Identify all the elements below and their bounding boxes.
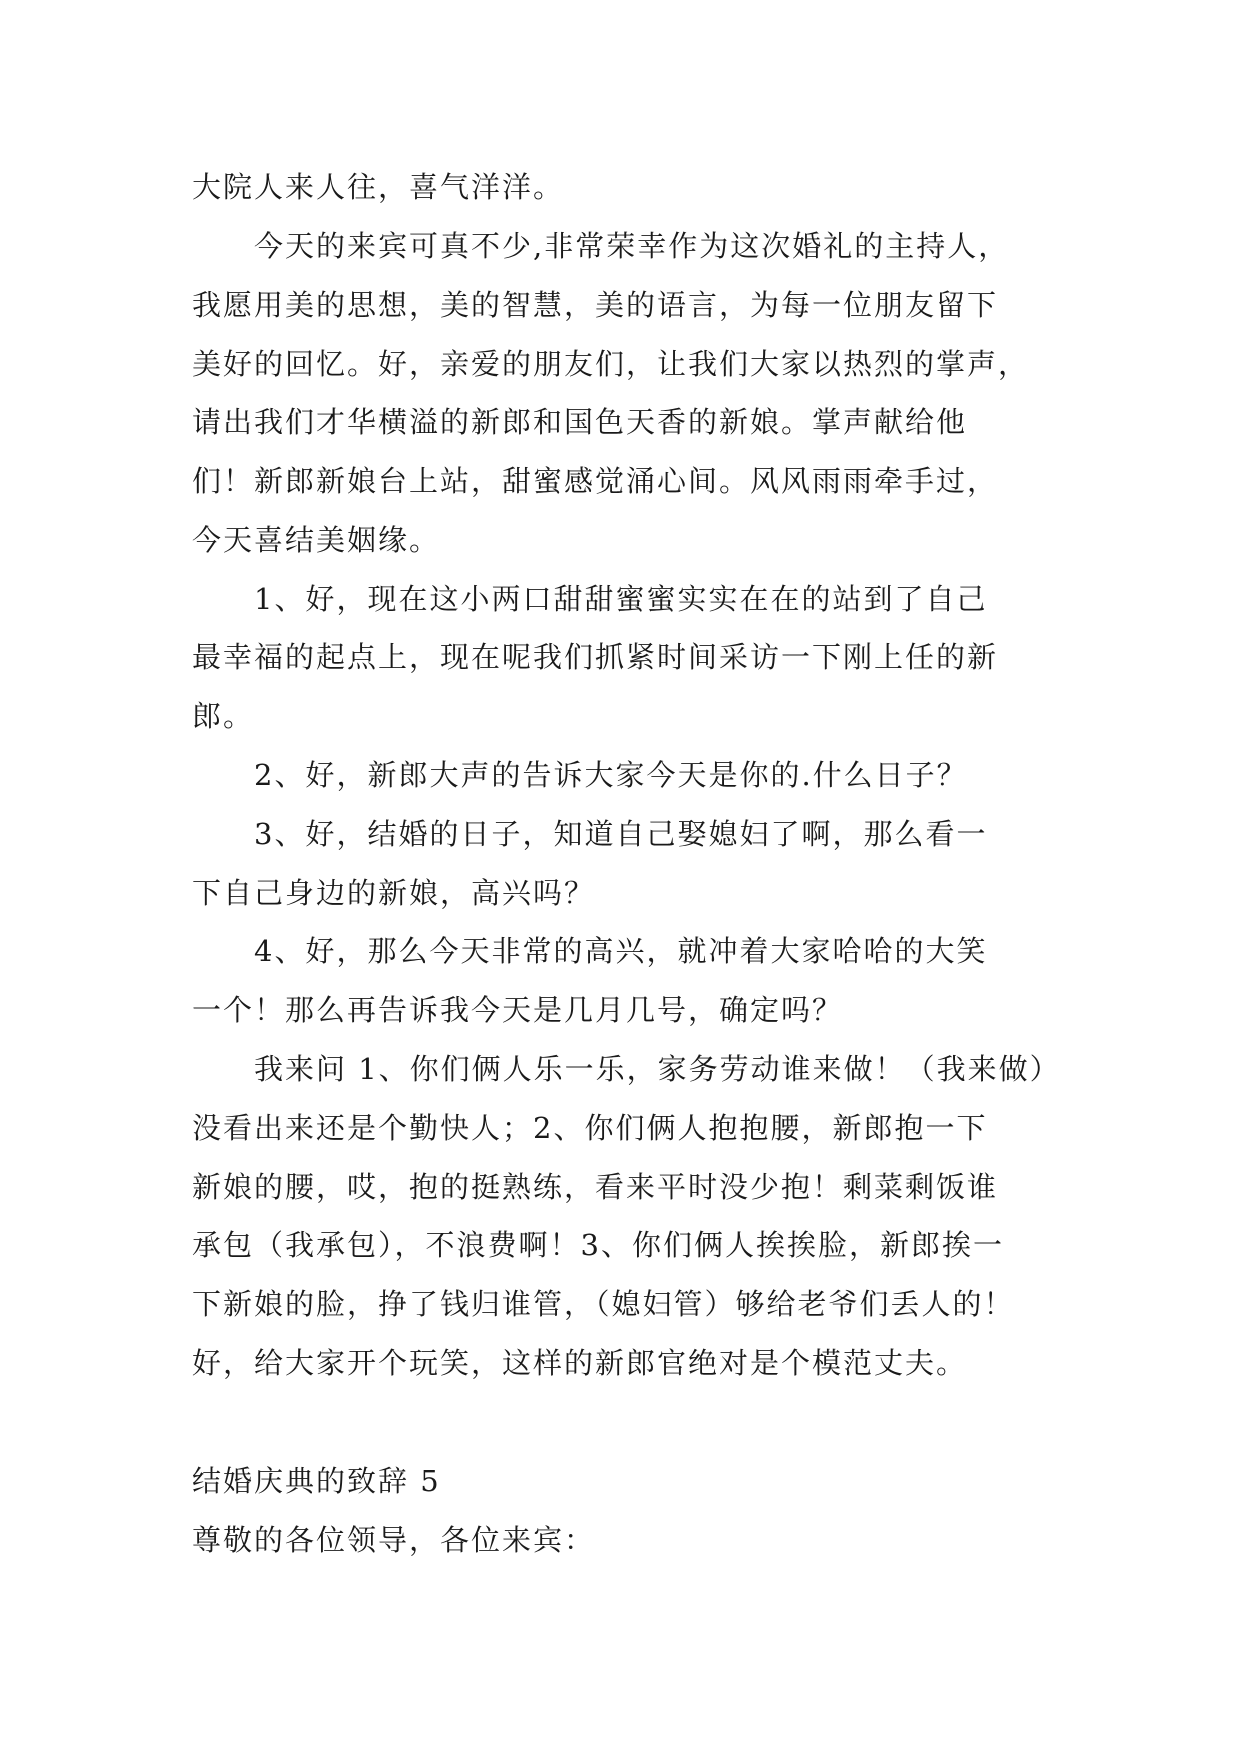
text-line: 美好的回忆。好，亲爱的朋友们，让我们大家以热烈的掌声， (192, 347, 1030, 381)
text-line: 承包（我承包），不浪费啊！3、你们俩人挨挨脸，新郎挨一 (192, 1228, 1004, 1262)
text-line: 好，给大家开个玩笑，这样的新郎官绝对是个模范丈夫。 (192, 1346, 968, 1380)
text-line: 请出我们才华横溢的新郎和国色天香的新娘。掌声献给他 (192, 405, 968, 439)
text-line: 新娘的腰，哎，抱的挺熟练，看来平时没少抱！剩菜剩饭谁 (192, 1170, 999, 1204)
text-line: 们！新郎新娘台上站，甜蜜感觉涌心间。风风雨雨牵手过， (192, 464, 999, 498)
section-heading: 结婚庆典的致辞 5 (192, 1464, 441, 1498)
text-line: 郎。 (192, 699, 255, 733)
salutation: 尊敬的各位领导，各位来宾： (192, 1523, 596, 1557)
text-line: 今天喜结美姻缘。 (192, 523, 441, 557)
paragraph-first-line: 我来问 1、你们俩人乐一乐，家务劳动谁来做！（我来做） (254, 1052, 1061, 1086)
text-line: 下自己身边的新娘，高兴吗？ (192, 876, 596, 910)
paragraph-first-line: 2、好，新郎大声的告诉大家今天是你的.什么日子？ (254, 758, 968, 792)
text-line: 下新娘的脸，挣了钱归谁管，（媳妇管）够给老爷们丢人的！ (192, 1287, 1015, 1321)
paragraph-first-line: 1、好，现在这小两口甜甜蜜蜜实实在在的站到了自己 (254, 582, 988, 616)
text-line: 我愿用美的思想，美的智慧，美的语言，为每一位朋友留下 (192, 288, 999, 322)
text-line: 最幸福的起点上，现在呢我们抓紧时间采访一下刚上任的新 (192, 640, 999, 674)
paragraph-first-line: 今天的来宾可真不少,非常荣幸作为这次婚礼的主持人， (254, 229, 1010, 263)
paragraph-first-line: 3、好，结婚的日子，知道自己娶媳妇了啊，那么看一 (254, 817, 988, 851)
paragraph-first-line: 4、好，那么今天非常的高兴，就冲着大家哈哈的大笑 (254, 934, 988, 968)
text-line: 大院人来人往，喜气洋洋。 (192, 170, 565, 204)
text-line: 一个！那么再告诉我今天是几月几号，确定吗？ (192, 993, 844, 1027)
text-line: 没看出来还是个勤快人；2、你们俩人抱抱腰，新郎抱一下 (192, 1111, 988, 1145)
